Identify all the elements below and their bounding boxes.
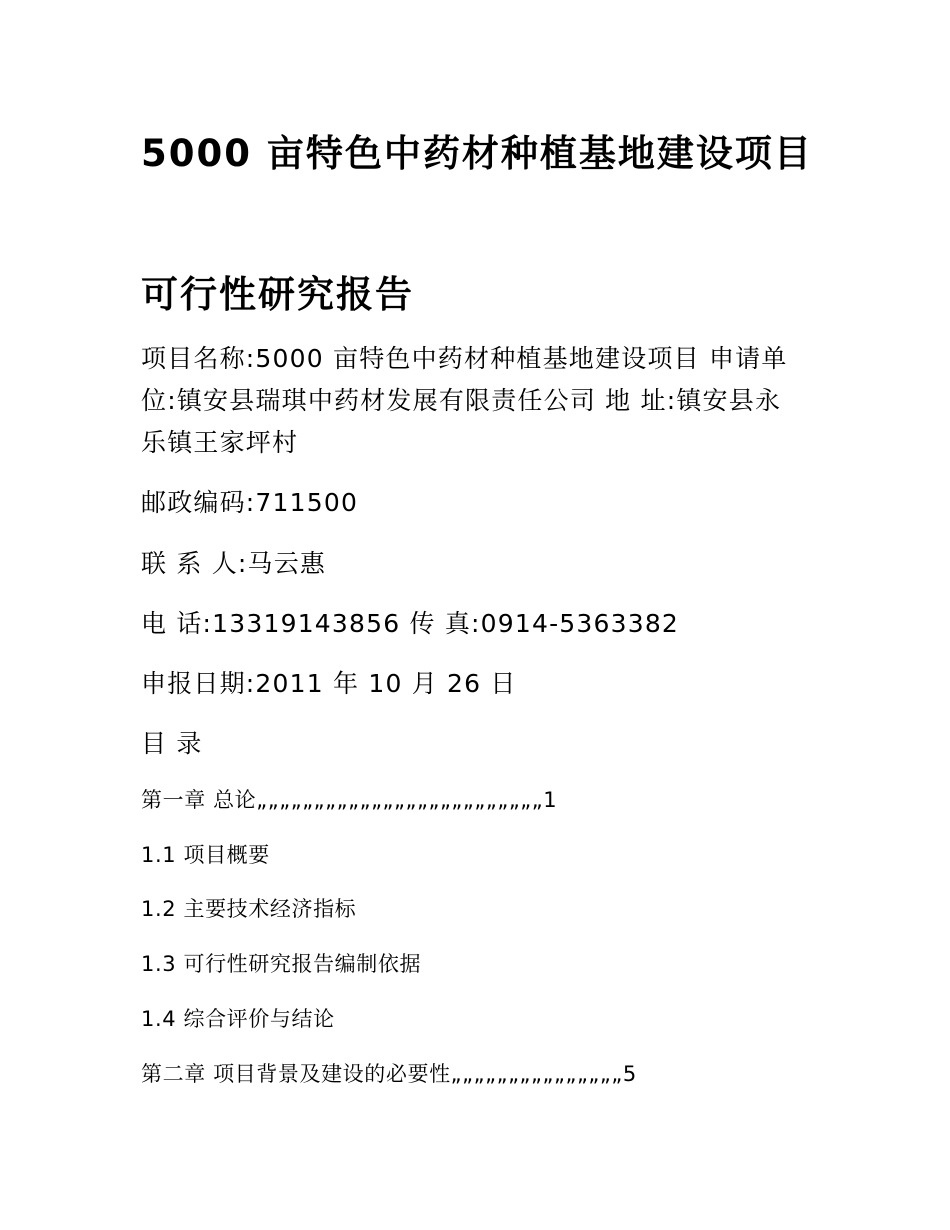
phone-fax: 电 话:13319143856 传 真:0914-5363382 (141, 609, 680, 638)
toc-entry-chapter-1: 第一章 总论„„„„„„„„„„„„„„„„„„„„„„„„„1 (141, 788, 558, 812)
contact-person: 联 系 人:马云惠 (141, 549, 327, 578)
toc-entry-1-1: 1.1 项目概要 (141, 843, 270, 867)
report-title: 5000 亩特色中药材种植基地建设项目 (141, 132, 813, 175)
toc-entry-1-2: 1.2 主要技术经济指标 (141, 897, 357, 921)
postal-code: 邮政编码:711500 (141, 488, 359, 517)
toc-heading: 目 录 (141, 729, 203, 758)
toc-entry-chapter-2: 第二章 项目背景及建设的必要性„„„„„„„„„„„„„„„5 (141, 1062, 637, 1086)
toc-entry-1-4: 1.4 综合评价与结论 (141, 1007, 335, 1031)
report-date: 申报日期:2011 年 10 月 26 日 (141, 669, 517, 698)
project-info-block: 项目名称:5000 亩特色中药材种植基地建设项目 申请单位:镇安县瑞琪中药材发展有限责任公司 地 址:镇安县永乐镇王家坪村 (141, 344, 788, 457)
toc-entry-1-3: 1.3 可行性研究报告编制依据 (141, 952, 422, 976)
report-subtitle: 可行性研究报告 (141, 273, 414, 316)
